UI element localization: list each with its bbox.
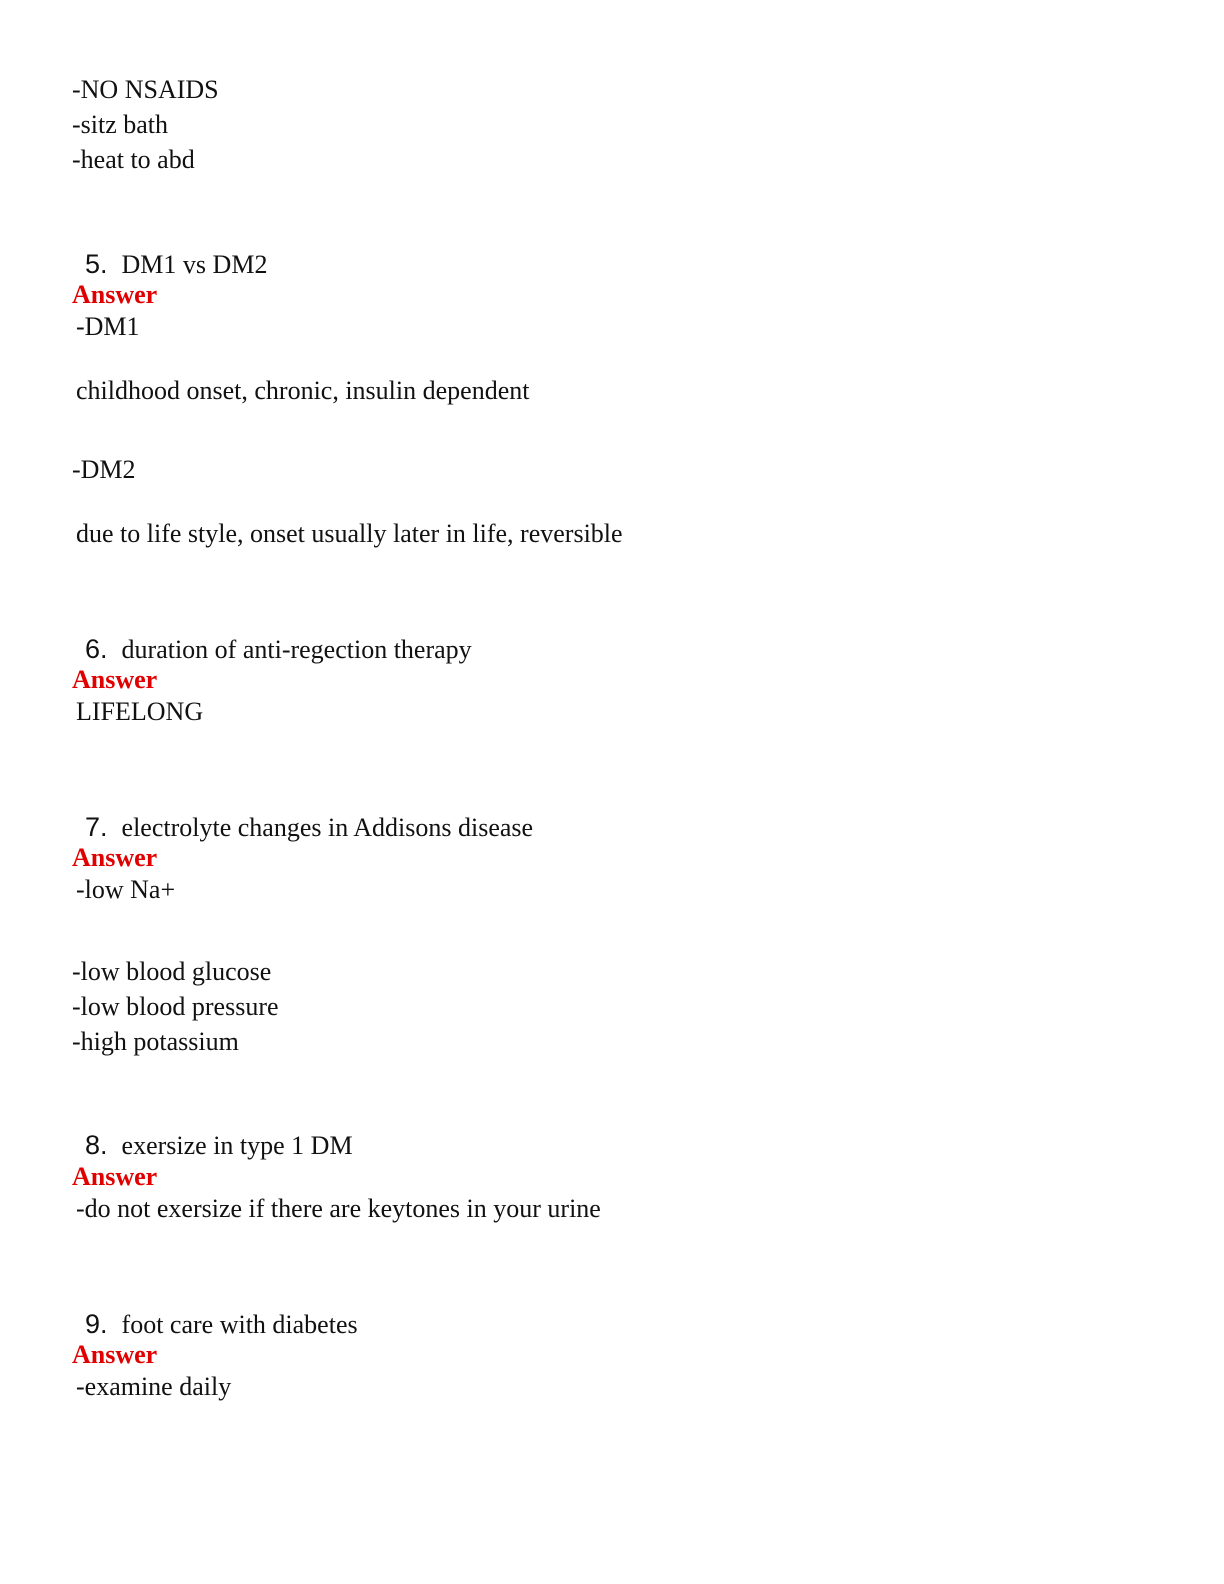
answer-line: -low blood pressure xyxy=(72,992,279,1021)
question-8 xyxy=(72,1097,353,1162)
question-text: duration of anti-regection therapy xyxy=(121,635,472,664)
answer-line: -examine daily xyxy=(76,1372,232,1401)
answer-line: -DM2 xyxy=(72,455,136,484)
answer-line: childhood onset, chronic, insulin dependent xyxy=(76,376,530,405)
answer-label: Answer xyxy=(72,1340,158,1369)
question-text: exersize in type 1 DM xyxy=(121,1131,353,1160)
answer-line: -low blood glucose xyxy=(72,957,272,986)
question-number: 6. xyxy=(85,634,108,664)
answer-label: Answer xyxy=(72,665,158,694)
answer-line: -low Na+ xyxy=(76,875,176,904)
question-number: 9. xyxy=(85,1309,108,1339)
intro-line-3: -heat to abd xyxy=(72,145,195,174)
answer-line: -do not exersize if there are keytones in your urine xyxy=(76,1194,601,1223)
answer-line: -DM1 xyxy=(76,312,140,341)
question-6 xyxy=(72,601,472,666)
question-number: 7. xyxy=(85,812,108,842)
answer-label: Answer xyxy=(72,843,158,872)
answer-label: Answer xyxy=(72,280,158,309)
question-7 xyxy=(72,779,533,844)
question-number: 5. xyxy=(85,249,108,279)
intro-line-1: -NO NSAIDS xyxy=(72,75,219,104)
question-text: DM1 vs DM2 xyxy=(121,250,268,279)
question-text: electrolyte changes in Addisons disease xyxy=(121,813,534,842)
question-text: foot care with diabetes xyxy=(121,1310,358,1339)
answer-line: -high potassium xyxy=(72,1027,239,1056)
answer-line: LIFELONG xyxy=(76,697,204,726)
question-5 xyxy=(72,216,267,281)
answer-line: due to life style, onset usually later in life, reversible xyxy=(76,519,623,548)
intro-line-2: -sitz bath xyxy=(72,110,169,139)
question-number: 8. xyxy=(85,1130,108,1160)
answer-label: Answer xyxy=(72,1162,158,1191)
question-9 xyxy=(72,1276,358,1341)
